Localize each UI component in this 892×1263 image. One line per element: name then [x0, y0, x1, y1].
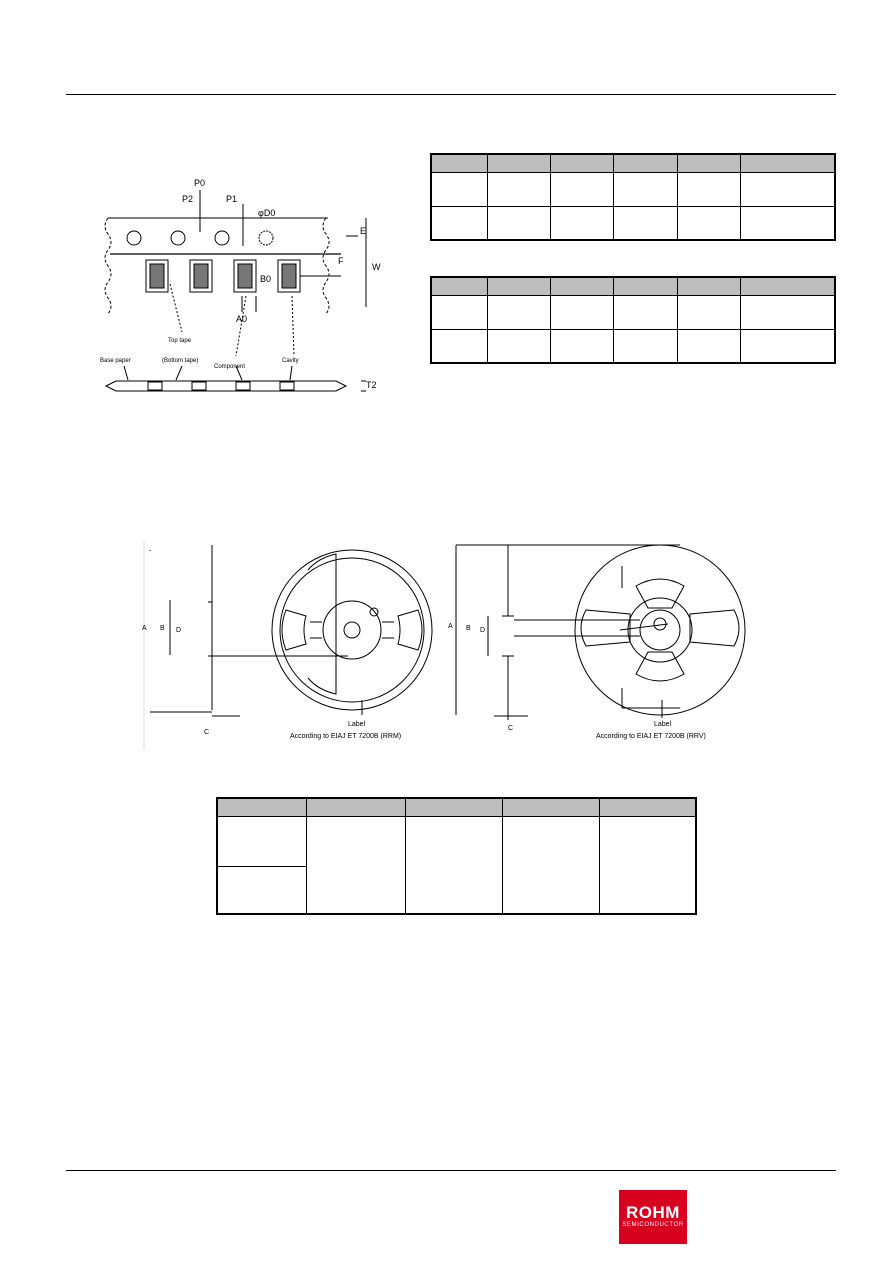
reel-label-d-left: D — [176, 627, 182, 634]
table-row — [431, 206, 835, 240]
carrier-tape-diagram — [96, 172, 396, 400]
label-bottom-tape: (Bottom tape) — [162, 358, 199, 364]
table-row — [431, 329, 835, 363]
label-f: F — [338, 256, 344, 266]
reel-label-a-left: A — [142, 625, 147, 632]
tape-dimension-table-2 — [430, 276, 836, 364]
table-header-row — [431, 277, 835, 295]
label-t2: T2 — [366, 380, 377, 390]
tape-dimension-table-1 — [430, 153, 836, 241]
table-row — [431, 172, 835, 206]
table-row — [217, 816, 696, 866]
label-base-paper: Base paper — [100, 358, 131, 364]
reel-label-d-right: D — [480, 627, 486, 634]
footer-rule — [66, 1170, 836, 1171]
label-e: E — [360, 226, 367, 236]
table-header-row — [431, 154, 835, 172]
rohm-logo — [619, 1190, 687, 1244]
reel-label-c-left: C — [204, 729, 210, 736]
label-a0: A0 — [236, 314, 248, 324]
reel-label-b-left: B — [160, 625, 165, 632]
header-rule — [66, 94, 836, 95]
logo-tagline: SEMICONDUCTOR — [622, 1222, 684, 1228]
label-top-tape: Top tape — [168, 338, 192, 344]
reel-note-rrv: According to EIAJ ET 7200B (RRV) — [596, 733, 706, 740]
logo-brand: ROHM — [626, 1203, 680, 1222]
label-d0: φD0 — [258, 208, 276, 218]
table-header-row — [217, 798, 696, 816]
reel-note-rrm: According to EIAJ ET 7200B (RRM) — [290, 733, 402, 740]
label-p0: P0 — [194, 178, 206, 188]
label-p2: P2 — [182, 194, 194, 204]
reel-diagram — [140, 540, 780, 750]
table-row — [431, 295, 835, 329]
reel-label-b-right: B — [466, 625, 471, 632]
label-b0: B0 — [260, 274, 272, 284]
reel-dimension-table — [216, 797, 697, 915]
label-p1: P1 — [226, 194, 238, 204]
reel-label-a-right: A — [448, 623, 453, 630]
label-w: W — [372, 262, 381, 272]
label-cavity: Cavity — [282, 358, 299, 364]
reel-label-word-1: Label — [348, 721, 366, 728]
reel-label-c-right: C — [508, 725, 514, 732]
label-component: Component — [214, 364, 246, 370]
reel-label-word-2: Label — [654, 721, 672, 728]
